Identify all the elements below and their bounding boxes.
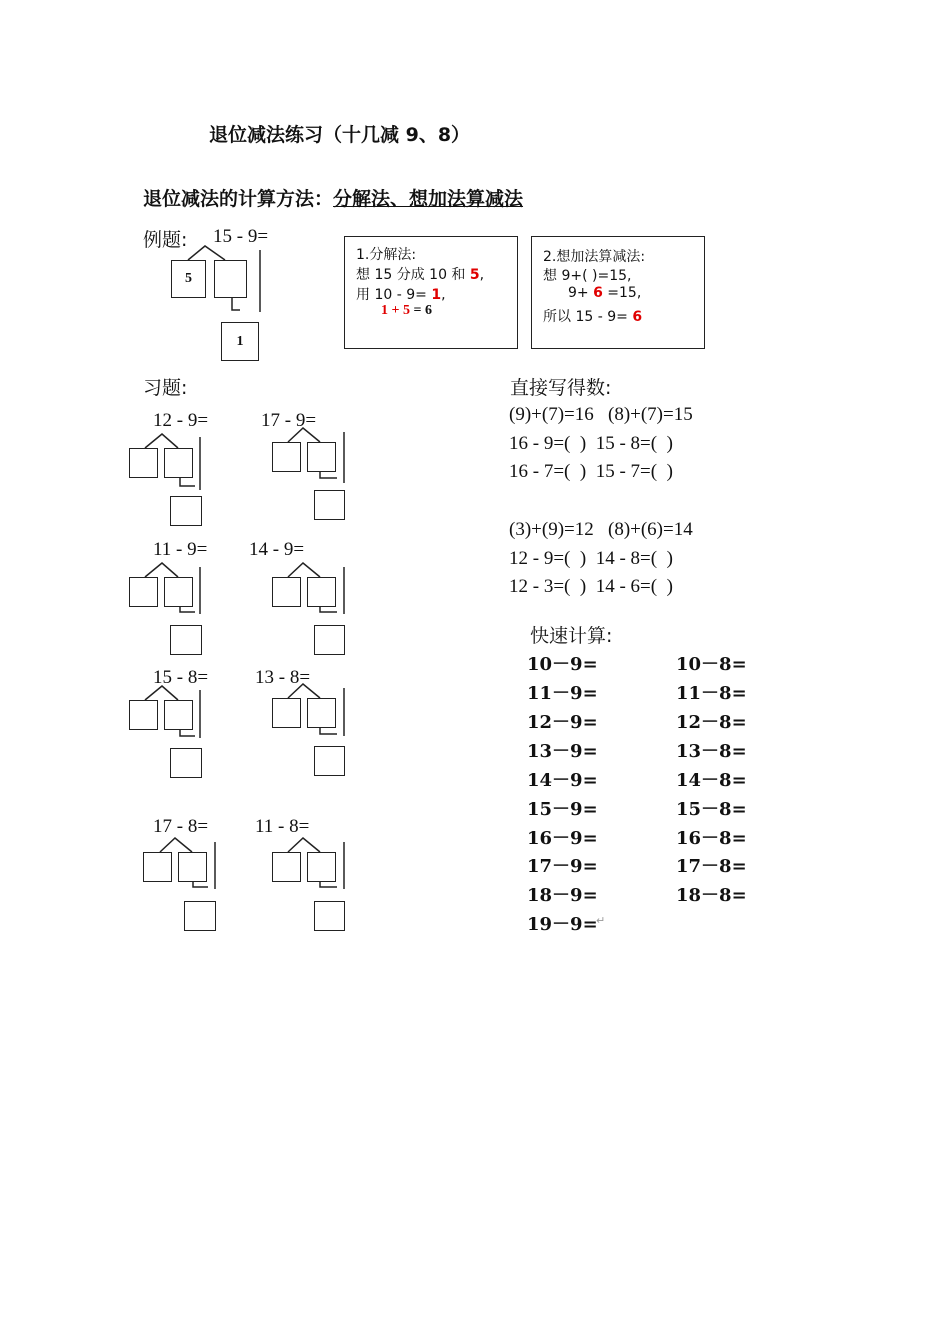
- quick-item: 15－9=: [527, 799, 598, 820]
- answer-box[interactable]: [129, 448, 158, 478]
- answer-box[interactable]: [164, 700, 193, 730]
- method-underlined: 分解法、想加法算减法: [333, 188, 524, 210]
- practice-item: 15 - 8=: [153, 667, 209, 688]
- direct-line: 16 - 7=( ) 15 - 7=( ): [509, 461, 673, 482]
- practice-item: 17 - 9=: [261, 410, 317, 431]
- quick-item: 12－9=: [527, 712, 598, 733]
- answer-box[interactable]: [184, 901, 216, 931]
- practice-item: 14 - 9=: [249, 539, 305, 560]
- answer-box[interactable]: [307, 698, 336, 728]
- method2-line4-red: 6: [632, 309, 643, 325]
- quick-item: 10－8=: [676, 654, 747, 675]
- method2-line3: [568, 285, 641, 301]
- answer-box[interactable]: [170, 625, 202, 655]
- method1-line3-end: ,: [441, 287, 446, 303]
- method2-line3-end: =15,: [602, 285, 642, 301]
- direct-label: 直接写得数:: [510, 377, 612, 399]
- example-right-box: [214, 260, 247, 298]
- quick-item: 18－9=: [527, 885, 598, 906]
- direct-line: (9)+(7)=16 (8)+(7)=15: [509, 404, 693, 425]
- practice-label: 习题:: [143, 377, 188, 399]
- method-prefix: 退位减法的计算方法：: [143, 188, 334, 210]
- practice-item: 11 - 8=: [255, 816, 310, 837]
- answer-box[interactable]: [129, 700, 158, 730]
- answer-box[interactable]: [170, 496, 202, 526]
- page-title: 退位减法练习（十几减 9、8）: [209, 124, 471, 146]
- practice-item: 13 - 8=: [255, 667, 311, 688]
- answer-box[interactable]: [143, 852, 172, 882]
- practice-item: 12 - 9=: [153, 410, 209, 431]
- direct-line: 12 - 3=( ) 14 - 6=( ): [509, 576, 673, 597]
- answer-box[interactable]: [314, 625, 345, 655]
- answer-box[interactable]: [272, 852, 301, 882]
- direct-line: 12 - 9=( ) 14 - 8=( ): [509, 548, 673, 569]
- practice-item: 17 - 8=: [153, 816, 209, 837]
- answer-box[interactable]: [170, 748, 202, 778]
- quick-item: 11－8=: [676, 683, 747, 704]
- method2-box: [531, 236, 705, 349]
- quick-label: 快速计算:: [530, 625, 613, 647]
- answer-box[interactable]: [272, 698, 301, 728]
- answer-box[interactable]: [272, 577, 301, 607]
- answer-box[interactable]: [314, 490, 345, 520]
- example-bottom-box: 1: [221, 322, 259, 361]
- answer-box[interactable]: [307, 442, 336, 472]
- quick-item: 11－9=: [527, 683, 598, 704]
- answer-box[interactable]: [307, 852, 336, 882]
- answer-box[interactable]: [314, 901, 345, 931]
- method1-line3-text: 用 10 - 9=: [356, 287, 432, 303]
- method1-line1: 1.分解法:: [356, 247, 417, 263]
- method1-line2: [356, 264, 484, 284]
- quick-item: 14－9=: [527, 770, 598, 791]
- practice-item: 11 - 9=: [153, 539, 208, 560]
- example-expr: 15 - 9=: [213, 226, 269, 247]
- method1-line4-end: = 6: [409, 303, 432, 318]
- answer-box[interactable]: [272, 442, 301, 472]
- method2-line4-text: 所以 15 - 9=: [543, 309, 633, 325]
- method1-box: [344, 236, 518, 349]
- direct-line: 16 - 9=( ) 15 - 8=( ): [509, 433, 673, 454]
- method1-line4-red: 1 + 5: [381, 303, 410, 318]
- quick-item: 17－9=: [527, 856, 598, 877]
- method1-line3: [356, 284, 446, 304]
- quick-item: 10－9=: [527, 654, 598, 675]
- method1-line4: [381, 303, 432, 319]
- direct-line: (3)+(9)=12 (8)+(6)=14: [509, 519, 693, 540]
- example-left-box: 5: [171, 260, 206, 298]
- answer-box[interactable]: [129, 577, 158, 607]
- quick-item: 16－9=: [527, 828, 598, 849]
- method2-line1: 2.想加法算减法:: [543, 249, 646, 265]
- method1-line3-red: 1: [431, 287, 442, 303]
- method2-line3-text: 9+: [568, 285, 594, 301]
- quick-item: 12－8=: [676, 712, 747, 733]
- answer-box[interactable]: [314, 746, 345, 776]
- quick-item: 13－8=: [676, 741, 747, 762]
- answer-box[interactable]: [164, 448, 193, 478]
- quick-item: 18－8=: [676, 885, 747, 906]
- method2-line2: 想 9+( )=15,: [543, 268, 632, 284]
- quick-item: 14－8=: [676, 770, 747, 791]
- quick-item: 13－9=: [527, 741, 598, 762]
- quick-item: 19－9=: [527, 914, 598, 935]
- method2-line3-red: 6: [593, 285, 603, 301]
- method1-line2-text: 想 15 分成 10 和: [356, 267, 470, 283]
- example-label: 例题:: [143, 229, 188, 251]
- method2-line4: [543, 306, 642, 326]
- quick-item: 15－8=: [676, 799, 747, 820]
- method1-line2-end: ,: [479, 267, 485, 283]
- paragraph-mark-icon: ↵: [596, 914, 606, 927]
- answer-box[interactable]: [178, 852, 207, 882]
- method1-line2-red: 5: [469, 267, 480, 283]
- quick-item: 16－8=: [676, 828, 747, 849]
- answer-box[interactable]: [164, 577, 193, 607]
- answer-box[interactable]: [307, 577, 336, 607]
- quick-item: 17－8=: [676, 856, 747, 877]
